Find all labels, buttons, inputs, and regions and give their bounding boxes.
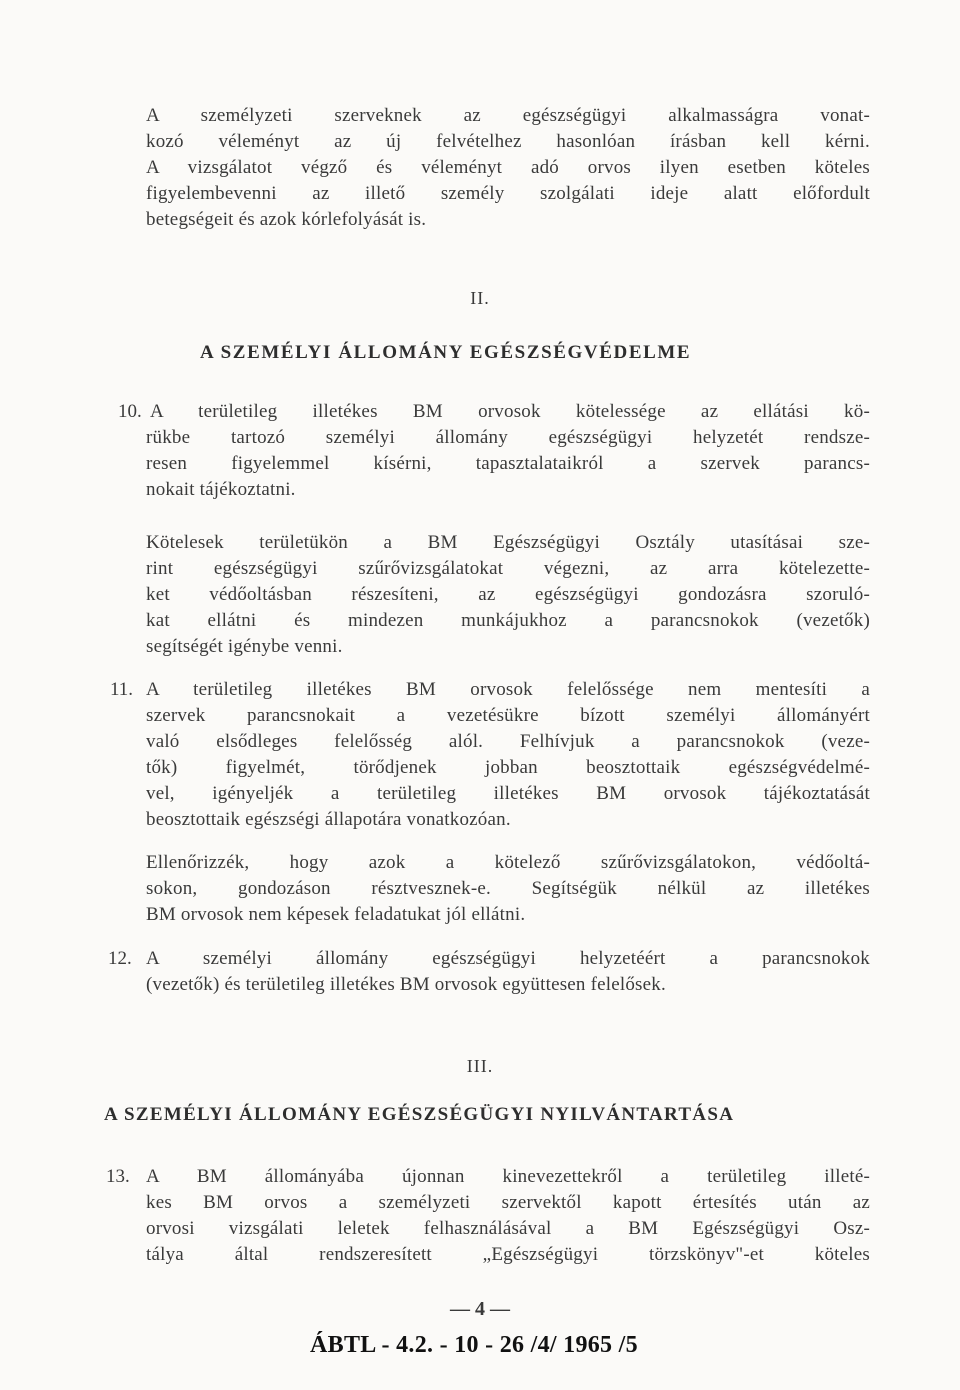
text-line: tők) figyelmét, törődjenek jobban beosztottaik egészségvédelmé- — [146, 757, 870, 778]
text-line: A területileg illetékes BM orvosok kötelessége az ellátási kö- — [150, 401, 870, 422]
text-line: rint egészségügyi szűrővizsgálatokat végezni, az arra kötelezette- — [146, 558, 870, 579]
text-line: A személyi állomány egészségügyi helyzetéért a parancsnokok — [146, 948, 870, 969]
section-2-numeral: II. — [470, 288, 490, 308]
text-line: A BM állományába újonnan kinevezettekről a területileg illeté- — [146, 1166, 870, 1187]
section-3-numeral: III. — [466, 1056, 494, 1076]
text-line: betegségeit és azok kórlefolyását is. — [146, 209, 427, 230]
paragraph-number: 10. — [118, 401, 142, 422]
text-line: A területileg illetékes BM orvosok felelőssége nem mentesíti a — [146, 679, 870, 700]
paragraph-number: 12. — [108, 948, 132, 969]
text-line: ket védőoltásban részesíteni, az egészségügyi gondozásra szoruló- — [146, 584, 870, 605]
text-line: Kötelesek területükön a BM Egészségügyi Osztály utasításai sze- — [146, 532, 870, 553]
text-line: beosztottaik egészségi állapotára vonatkozóan. — [146, 809, 511, 830]
text-line: Ellenőrizzék, hogy azok a kötelező szűrővizsgálatokon, védőoltá- — [146, 852, 870, 873]
text-line: A személyzeti szerveknek az egészségügyi alkalmasságra vonat- — [146, 105, 870, 126]
text-line: resen figyelemmel kísérni, tapasztalataikról a szervek parancs- — [146, 453, 870, 474]
text-line: való elsődleges felelősség alól. Felhívjuk a parancsnokok (veze- — [146, 731, 870, 752]
text-line: BM orvosok nem képesek feladatukat jól ellátni. — [146, 904, 526, 925]
section-2-title: A SZEMÉLYI ÁLLOMÁNY EGÉSZSÉGVÉDELME — [200, 342, 692, 363]
page-number: — 4 — — [450, 1298, 510, 1320]
text-line: A vizsgálatot végző és véleményt adó orvos ilyen esetben köteles — [146, 157, 870, 178]
section-3-title: A SZEMÉLYI ÁLLOMÁNY EGÉSZSÉGÜGYI NYILVÁNTARTÁSA — [104, 1104, 735, 1125]
text-line: orvosi vizsgálati leletek felhasználásával a BM Egészségügyi Osz- — [146, 1218, 870, 1239]
text-line: tálya által rendszeresített „Egészségügyi törzskönyv"-et köteles — [146, 1244, 870, 1265]
text-line: vel, igényeljék a területileg illetékes BM orvosok tájékoztatását — [146, 783, 870, 804]
text-line: kozó véleményt az új felvételhez hasonlóan írásban kell kérni. — [146, 131, 870, 152]
text-line: segítségét igénybe venni. — [146, 636, 343, 657]
text-line: nokait tájékoztatni. — [146, 479, 296, 500]
text-line: (vezetők) és területileg illetékes BM orvosok együttesen felelősek. — [146, 974, 666, 995]
paragraph-number: 11. — [110, 679, 134, 700]
text-line: kat ellátni és mindezen munkájukhoz a parancsnokok (vezetők) — [146, 610, 870, 631]
text-line: rükbe tartozó személyi állomány egészségügyi helyzetét rendsze- — [146, 427, 870, 448]
text-line: szervek parancsnokait a vezetésükre bízott személyi állományért — [146, 705, 870, 726]
archive-reference: ÁBTL - 4.2. - 10 - 26 /4/ 1965 /5 — [310, 1332, 638, 1358]
text-line: figyelembevenni az illető személy szolgálati ideje alatt előfordult — [146, 183, 870, 204]
text-line: sokon, gondozáson résztvesznek-e. Segítségük nélkül az illetékes — [146, 878, 870, 899]
text-line: kes BM orvos a személyzeti szervektől kapott értesítés után az — [146, 1192, 870, 1213]
paragraph-number: 13. — [106, 1166, 130, 1187]
